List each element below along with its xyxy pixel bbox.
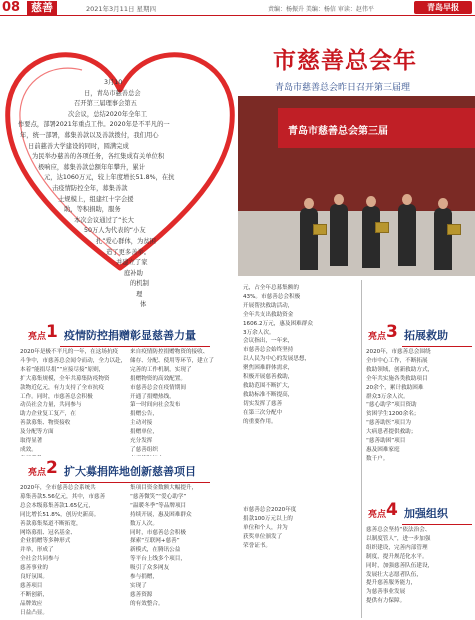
column-line: 完善的工作机制，实现了 — [130, 366, 192, 373]
letter-line: 造了更多善举。 — [106, 248, 151, 256]
column-line: 捐款100万元以上的 — [243, 515, 293, 522]
column-line — [243, 551, 355, 560]
column-line: 以制度管人”，进一步加强 — [366, 535, 431, 542]
column-line: 募集善款5.56亿元，其中，市慈善 — [20, 493, 106, 500]
section-number: 1 — [46, 322, 58, 342]
column-line: 市慈善总会在疫情期间 — [130, 384, 186, 391]
column-line: 的有效整合。 — [130, 600, 164, 607]
section-2-title — [28, 458, 238, 480]
column-line: 大病患者提供救助； — [366, 429, 417, 436]
column-line: 集项目资金数额大幅提升， — [130, 485, 198, 491]
column-line: 开通了捐赠热线， — [130, 393, 175, 400]
column-line — [366, 615, 474, 618]
column-line: 切实发挥了慈善 — [243, 400, 283, 407]
column-line: 助力企业复工复产，在 — [20, 411, 76, 418]
photo-person — [362, 206, 380, 268]
newspaper-logo: 青岛早报 — [414, 1, 472, 14]
column-line: 新模式，在腾讯公益 — [130, 547, 181, 554]
column-line: 充分发挥 — [130, 438, 153, 445]
column-line — [243, 604, 355, 613]
column-line: 全社会共同参与 — [20, 556, 60, 563]
award-plaque — [313, 224, 327, 235]
letter-line: 击疫情防控全年，募集善款 — [52, 184, 128, 192]
column-line: 持续开展，惠及困难群众 — [130, 511, 192, 518]
letter-line: 50万人为代表的“小友 — [84, 227, 146, 235]
column-line: 来自疫情防控捐赠物资的接收、 — [130, 349, 209, 355]
section-tag: 亮点 — [368, 332, 387, 342]
column-line: 市慈善总会始终坚持 — [243, 347, 294, 354]
body-column — [20, 484, 126, 618]
column-line: 及分配等方面 — [20, 429, 54, 436]
column-line — [366, 491, 474, 497]
column-line — [366, 464, 474, 473]
column-line: 2020年，市慈善总会围绕 — [366, 349, 431, 355]
event-photo — [238, 96, 475, 276]
section-number: 3 — [386, 322, 398, 342]
section-heading: 扩大募捐阵地创新慈善项目 — [64, 465, 196, 478]
column-line: 组织建设，完善内部管理 — [366, 544, 428, 551]
column-line — [243, 471, 355, 480]
award-plaque — [447, 224, 461, 235]
photo-person — [434, 208, 452, 270]
column-line — [243, 453, 355, 462]
section-heading: 疫情防控捐赠彰显慈善力量 — [64, 329, 196, 342]
column-line: 等平台上线多个项目， — [130, 556, 186, 563]
column-line — [243, 577, 355, 586]
column-line — [243, 568, 355, 577]
column-line: 良好氛围。 — [20, 574, 48, 581]
column-line: 第一时间向社会发布 — [130, 402, 181, 409]
column-line — [243, 462, 355, 471]
column-line — [243, 586, 355, 595]
column-line: 动员社会力量，共同参与 — [20, 402, 82, 409]
column-line: 慈善事业的 — [20, 565, 48, 572]
column-line: 以人民为中心的发展思想， — [243, 356, 311, 363]
letter-line: 次会议，总结2020年全年工 — [68, 110, 147, 118]
section-1-rule — [60, 346, 210, 347]
letter-line: 年，统一部署，募集善款以及善款拨付，我们用心 — [20, 131, 159, 139]
column-line: “慈善微笑”“爱心助学” — [130, 493, 187, 500]
column-line: 元，占全年总募集额的 — [243, 285, 299, 291]
banner-text: 青岛市慈善总会第三届 — [288, 126, 388, 137]
column-line: 斗争中，市慈善总会闻令而动，全力以赴， — [20, 357, 126, 364]
column-line: 提供有力保障。 — [366, 598, 406, 605]
column-line — [130, 455, 238, 456]
letter-line: 的机制 — [130, 280, 149, 288]
letter-line: 日，青岛市慈善总会 — [84, 89, 141, 97]
column-line: 吸引了众多网友 — [130, 565, 170, 572]
column-line: “温暖冬季”等品牌项目 — [130, 502, 187, 509]
column-line — [243, 435, 355, 444]
body-column — [20, 348, 126, 456]
column-line: 参与捐赠， — [130, 574, 158, 581]
stage-banner — [278, 108, 475, 148]
column-line — [366, 482, 474, 491]
letter-line: 为民举办慈善的各项任务，各红集成有关单位积 — [32, 153, 165, 161]
column-line: 惠及困难家庭 — [366, 446, 400, 453]
column-line: 成效。 — [20, 446, 37, 453]
column-line: 3万余人次。 — [243, 329, 275, 336]
column-line: 捐赠公告， — [130, 411, 158, 418]
heart-lead-text — [18, 78, 228, 311]
section-tag: 亮点 — [368, 510, 387, 520]
body-column — [130, 348, 238, 456]
column-divider — [361, 280, 362, 618]
section-heading: 加强组织 — [404, 507, 448, 520]
column-line: 贫困学生1200余名； — [366, 411, 420, 418]
section-3-title — [368, 322, 475, 344]
column-line: 2020年，全市慈善总会系统共 — [20, 485, 96, 491]
column-line: 43%。市慈善总会积极 — [243, 293, 301, 300]
column-line: 荣誉证书。 — [243, 542, 271, 549]
letter-line: 理 — [136, 290, 143, 298]
issue-date: 2021年3月11日 星期四 — [86, 5, 157, 13]
letter-line: 助，等积捐助，服务 — [64, 206, 121, 214]
masthead — [0, 0, 475, 16]
award-plaque — [375, 222, 389, 233]
page-number: 08 — [2, 0, 21, 15]
column-line: 品牌效应 — [20, 600, 43, 607]
column-line — [243, 559, 355, 568]
column-line: 实现了 — [130, 582, 147, 589]
column-line: 本着“能捐尽捐”“应接尽接”原则， — [20, 366, 105, 373]
column-line: 聚焦困难群体需求， — [243, 365, 294, 372]
column-line: 提升慈善服务能力， — [366, 580, 417, 587]
column-line: 网络募捐、冠名基金、 — [20, 529, 76, 536]
letter-line: 并建立了家 — [116, 259, 148, 267]
body-column — [366, 348, 474, 496]
body-column — [243, 506, 355, 618]
section-tag: 亮点 — [28, 332, 47, 342]
column-line: 获奖单位颁发了 — [243, 533, 283, 540]
column-line: 日益凸显。 — [20, 609, 48, 616]
column-line — [243, 427, 355, 436]
column-line: 工作。同时，市慈善总会积极 — [20, 393, 93, 400]
column-line: 主动对接 — [130, 420, 153, 427]
column-line: 救助范围不断扩大， — [243, 382, 294, 389]
column-line — [20, 455, 126, 456]
column-line: 不断创新， — [20, 591, 48, 598]
letter-line: 召开第三届理事会第五 — [74, 100, 137, 108]
column-line: 制度，提升规范化水平。 — [366, 553, 428, 560]
letter-line: 极响应，募集善款总额年年攀升，累计 — [38, 163, 146, 171]
column-line: 扩大募集规模，全年共募集防疫物资 — [20, 375, 110, 382]
column-line — [366, 473, 474, 482]
letter-line: 元，达1060万元，较上年度增长51.8%，在抗 — [44, 174, 175, 182]
column-line: 数千户。 — [366, 455, 389, 462]
section-number: 2 — [46, 458, 58, 478]
letter-line: 土规模上，组建红十字会援 — [58, 195, 134, 203]
editor-credits: 责编：杨振升 美编：杨信 审读：赵伟平 — [268, 6, 374, 13]
column-line: 全年共实施各类救助项目 — [366, 375, 428, 382]
column-line: “慈心助学”项目资助 — [366, 402, 417, 409]
column-line: 同时，市慈善总会积极 — [130, 529, 186, 536]
column-line: 同比增长51.8%，创历史新高。 — [20, 511, 100, 518]
column-line: 捐赠物资的高效配置。 — [130, 375, 186, 382]
main-headline: 市慈善总会年 — [273, 48, 417, 74]
column-line — [243, 444, 355, 453]
column-line: 取得显著 — [20, 438, 43, 445]
column-line: 市慈善总会2020年度 — [243, 507, 297, 513]
letter-line: 扎”爱心群体，为贫困 — [96, 237, 156, 245]
column-line: 在第三次分配中 — [243, 409, 283, 416]
column-line: 数万人次。 — [130, 520, 158, 527]
column-line: 企业捐赠等多种形式 — [20, 538, 71, 545]
column-line: 20余个，累计救助困难 — [366, 384, 424, 391]
photo-person — [398, 204, 416, 266]
section-2-rule — [60, 482, 210, 483]
column-line: 探索“互联网+慈善” — [130, 538, 180, 545]
column-line: “慈善助医”项目为 — [366, 420, 411, 427]
column-line: 全年共支出救助资金 — [243, 311, 294, 318]
letter-line: 3月10 — [104, 79, 123, 86]
photo-person — [300, 208, 318, 270]
column-line: 款物近亿元，有力支持了全市抗疫 — [20, 384, 104, 391]
column-line: 会议指出，一年来， — [243, 338, 294, 345]
letter-line: 体 — [140, 301, 147, 309]
column-line: 积极开展慈善救助， — [243, 374, 294, 381]
column-line: 捐赠单位， — [130, 429, 158, 436]
column-line — [243, 613, 355, 618]
letter-line: 作要点，部署2021年重点工作。2020年是不平凡的一 — [18, 121, 170, 129]
column-line: “慈善助困”项目 — [366, 438, 406, 445]
section-4-title — [368, 500, 475, 522]
column-line: 慈善总会坚持“依法治会、 — [366, 527, 431, 533]
letter-line: 本次会议通过了“长大 — [74, 216, 134, 224]
letter-line: 庭补助 — [124, 269, 143, 277]
column-line: 的重要作用。 — [243, 418, 277, 425]
photo-person — [330, 204, 348, 266]
letter-line: 日前慈善大学建设的同时，圆满完成 — [28, 142, 129, 150]
column-line: 慈善资源 — [130, 591, 153, 598]
column-line: 救助领域，创新救助方式， — [366, 366, 434, 373]
column-line: 单位和个人，并为 — [243, 524, 288, 531]
column-line: 1606.2万元，惠及困难群众 — [243, 320, 313, 327]
section-heading: 拓展救助 — [404, 329, 448, 342]
column-line — [243, 480, 355, 489]
column-line: 为慈善事业发展 — [366, 589, 406, 596]
column-line: 全市中心工作，不断拓展 — [366, 357, 428, 364]
column-line — [366, 606, 474, 615]
column-line: 开展帮扶救助活动， — [243, 302, 294, 309]
column-line — [243, 595, 355, 604]
section-4-rule — [402, 524, 472, 525]
section-1-title — [28, 322, 238, 344]
section-tag: 亮点 — [28, 468, 47, 478]
column-line: 善款募集渠道不断拓宽， — [20, 520, 82, 527]
column-line — [130, 609, 238, 618]
column-line: 群众3万余人次。 — [366, 393, 409, 400]
column-line: 慈善项目 — [20, 582, 43, 589]
column-line: 2020年是极不平凡的一年，在这场抗疫 — [20, 349, 119, 355]
column-line: 同时，加强慈善队伍建设， — [366, 562, 434, 569]
column-line — [243, 489, 355, 498]
subheadline: 青岛市慈善总会昨日召开第三届理 — [275, 83, 411, 93]
column-line: 并举，形成了 — [20, 547, 54, 554]
column-line: 发展壮大志愿者队伍， — [366, 571, 422, 578]
column-line: 了慈善组织 — [130, 446, 158, 453]
column-line: 储存、分配、使用等环节，建立了 — [130, 357, 214, 364]
section-label: 慈善 — [27, 1, 57, 15]
section-3-rule — [402, 346, 472, 347]
column-line: 总会本级募集善款1.65亿元， — [20, 502, 94, 509]
body-column — [366, 526, 474, 618]
column-line: 善款募集、物资接收 — [20, 420, 71, 427]
column-line: 救助标准不断提高， — [243, 391, 294, 398]
body-column — [243, 284, 355, 502]
section-number: 4 — [386, 500, 398, 520]
body-column — [130, 484, 238, 618]
